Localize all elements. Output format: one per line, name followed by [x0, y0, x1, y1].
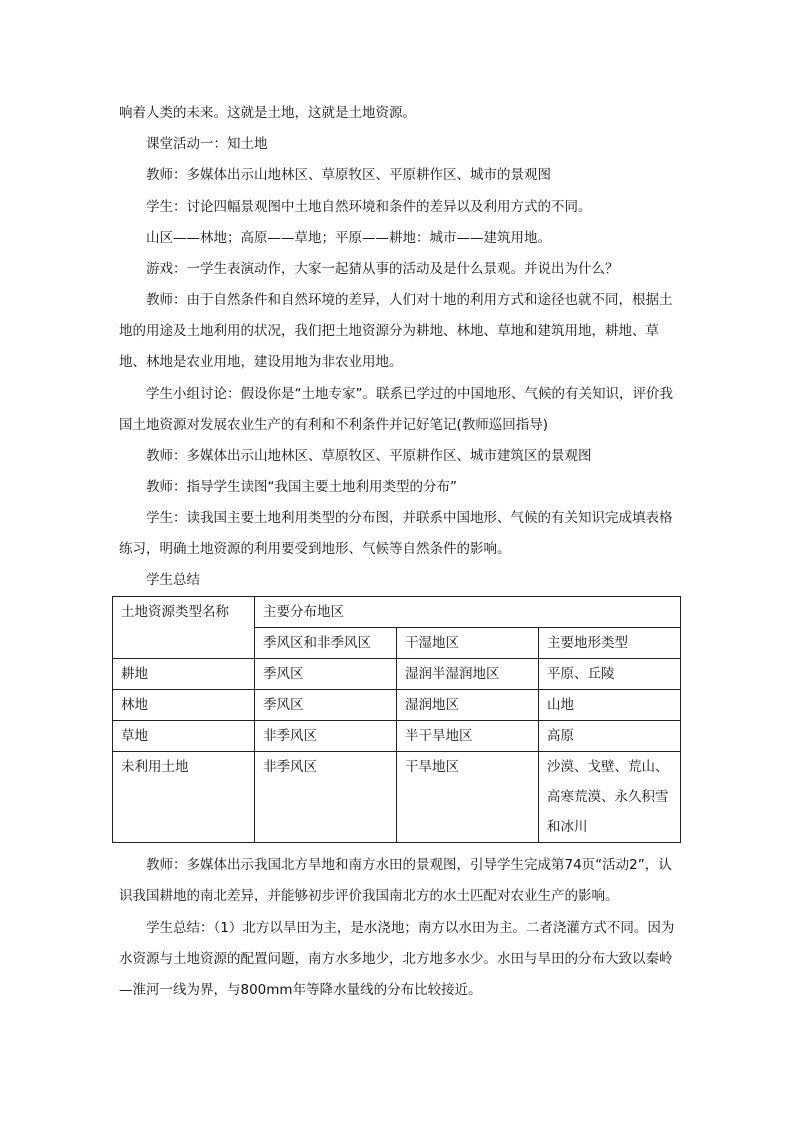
paragraph-teacher-3: 教师：多媒体出示山地林区、草原牧区、平原耕作区、城市建筑区的景观图	[146, 448, 592, 464]
table-cell-monsoon: 非季风区	[255, 721, 397, 752]
table-cell-terrain: 平原、丘陵	[539, 659, 681, 690]
table-header-land-type: 土地资源类型名称	[113, 597, 255, 659]
table-cell-terrain: 山地	[539, 690, 681, 721]
table-cell-humidity: 湿润地区	[397, 690, 539, 721]
paragraph-teacher-5: 教师：多媒体出示我国北方旱地和南方水田的景观图，引导学生完成第74页“活动2”，认识我国耕地的南北差异，并能够初步评价我国南北方的水土匹配对农业生产的影响。	[119, 857, 672, 904]
table-cell-name: 耕地	[113, 659, 255, 690]
table-header-distribution: 主要分布地区	[255, 597, 681, 628]
table-cell-monsoon: 非季风区	[255, 752, 397, 843]
paragraph-student-summary: 学生总结：（1）北方以旱田为主，是水浇地；南方以水田为主。二者浇灌方式不同。因为水资源与土地资源的配置问题，南方水多地少，北方地多水少。水田与旱田的分布大致以秦岭—淮河一线为界，与800mm年等降水量线的分布比较接近。	[119, 920, 675, 998]
table-subheader-terrain: 主要地形类型	[539, 628, 681, 659]
table-row	[113, 752, 681, 843]
table-row	[113, 690, 681, 721]
paragraph-game: 游戏：一学生表演动作，大家一起猜从事的活动及是什么景观。并说出为什么？	[146, 261, 619, 277]
table-cell-humidity: 半干旱地区	[397, 721, 539, 752]
table-cell-name: 草地	[113, 721, 255, 752]
table-caption: 学生总结	[146, 572, 200, 588]
paragraph-teacher-1: 教师：多媒体出示山地林区、草原牧区、平原耕作区、城市的景观图	[146, 167, 551, 183]
paragraph-teacher-4: 教师：指导学生读图“我国主要土地利用类型的分布”	[146, 479, 457, 495]
paragraph-teacher-2: 教师：由于自然条件和自然环境的差异，人们对十地的利用方式和途径也就不同，根据土地的用途及土地利用的状况，我们把土地资源分为耕地、林地、草地和建筑用地，耕地、草地、林地是农业用地，建设用地为非农业用地。	[119, 292, 673, 370]
table-cell-terrain: 沙漠、戈壁、荒山、高寒荒漠、永久积雪和冰川	[539, 752, 681, 843]
table-header-row	[113, 597, 681, 628]
table-cell-name: 林地	[113, 690, 255, 721]
paragraph-student-1: 学生：讨论四幅景观图中土地自然环境和条件的差异以及利用方式的不同。	[146, 199, 592, 215]
table-cell-terrain: 高原	[539, 721, 681, 752]
table-subheader-humidity: 干湿地区	[397, 628, 539, 659]
paragraph-intro: 响着人类的未来。这就是土地，这就是土地资源。	[119, 105, 416, 121]
table-cell-name: 未利用土地	[113, 752, 255, 843]
table-row	[113, 659, 681, 690]
paragraph-mapping: 山区——林地；高原——草地；平原——耕地：城市——建筑用地。	[146, 230, 551, 246]
table-cell-monsoon: 季风区	[255, 690, 397, 721]
table-cell-humidity: 干旱地区	[397, 752, 539, 843]
paragraph-group-discussion: 学生小组讨论：假设你是“土地专家”。联系已学过的中国地形、气候的有关知识，评价我国土地资源对发展农业生产的有利和不利条件并记好笔记(教师巡回指导)	[119, 386, 673, 433]
table-row	[113, 721, 681, 752]
land-use-table	[112, 596, 681, 843]
paragraph-activity-title: 课堂活动一：知土地	[146, 136, 268, 152]
table-subheader-monsoon: 季风区和非季风区	[255, 628, 397, 659]
table-cell-humidity: 湿润半湿润地区	[397, 659, 539, 690]
table-cell-monsoon: 季风区	[255, 659, 397, 690]
paragraph-student-2: 学生：读我国主要土地利用类型的分布图，并联系中国地形、气候的有关知识完成填表格练习，明确土地资源的利用要受到地形、气候等自然条件的影响。	[119, 510, 673, 557]
